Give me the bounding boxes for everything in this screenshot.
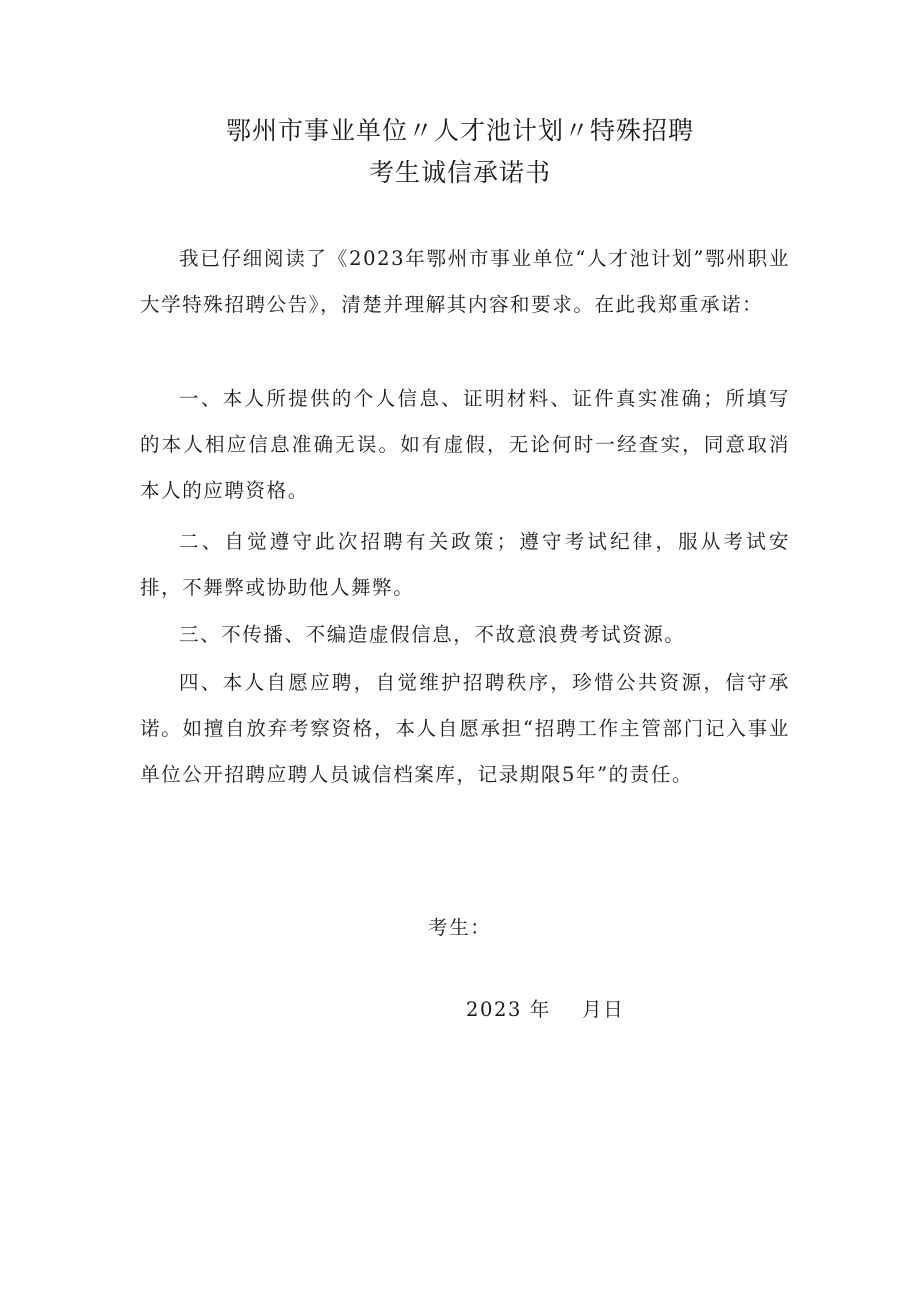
date-line: 2023 年 月日 <box>466 998 625 1021</box>
document-subtitle: 考生诚信承诺书 <box>368 158 551 187</box>
signature-label: 考生： <box>428 916 492 939</box>
intro-paragraph: 我已仔细阅读了《2023年鄂州市事业单位“人才池计划”鄂州职业大学特殊招聘公告》，清楚并理解其内容和要求。在此我郑重承诺： <box>140 247 790 316</box>
pledge-item-2: 二、自觉遵守此次招聘有关政策；遵守考试纪律，服从考试安排，不舞弊或协助他人舞弊。 <box>140 530 790 599</box>
document-title: 鄂州市事业单位〃人才池计划〃特殊招聘 <box>225 116 694 145</box>
pledge-item-3: 三、不传播、不编造虚假信息，不故意浪费考试资源。 <box>179 623 686 646</box>
pledge-item-4: 四、本人自愿应聘，自觉维护招聘秩序，珍惜公共资源，信守承诺。如擅自放弃考察资格，本人自愿承担“招聘工作主管部门记入事业单位公开招聘应聘人员诚信档案库，记录期限5年”的责任。 <box>140 671 790 786</box>
pledge-item-1: 一、本人所提供的个人信息、证明材料、证件真实准确；所填写的本人相应信息准确无误。如有虚假，无论何时一经查实，同意取消本人的应聘资格。 <box>140 387 790 502</box>
